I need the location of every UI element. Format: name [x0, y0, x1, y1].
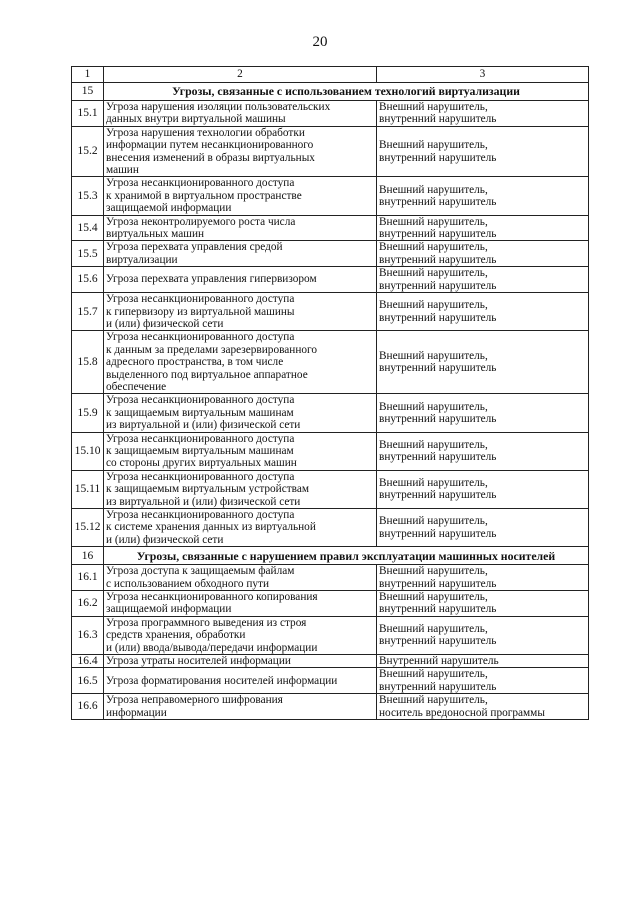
table-row	[72, 267, 589, 293]
description-line: из виртуальной и (или) физической сети	[106, 495, 301, 508]
table-row	[72, 565, 589, 591]
violator-line: внутренний нарушитель	[379, 489, 497, 502]
header-cell-2: 2	[104, 67, 377, 83]
violator-line: внутренний нарушитель	[379, 279, 497, 292]
violator-line: Внешний нарушитель,	[379, 299, 488, 312]
threat-number: 16.6	[72, 694, 104, 720]
description-line: адресного пространства, в том числе	[106, 356, 284, 369]
description-line: Угроза несанкционированного доступа	[106, 177, 295, 190]
description-line: к защищаемым виртуальным машинам	[106, 406, 294, 419]
header-cell-3: 3	[377, 67, 589, 83]
threat-number: 15.6	[72, 267, 104, 293]
table-row	[72, 591, 589, 617]
threat-description	[104, 565, 377, 591]
violator-line: Внешний нарушитель,	[379, 668, 488, 681]
violator-line: Внешний нарушитель,	[379, 241, 488, 254]
description-line: Угроза несанкционированного доступа	[106, 432, 295, 445]
threat-description	[104, 215, 377, 241]
description-line: виртуализации	[106, 253, 178, 266]
threat-description	[104, 694, 377, 720]
threat-number: 16.4	[72, 655, 104, 668]
description-line: и (или) физической сети	[106, 533, 224, 546]
section-number: 15	[72, 83, 104, 101]
threat-description	[104, 293, 377, 331]
description-line: Угроза доступа к защищаемым файлам	[106, 565, 295, 578]
description-line: к защищаемым виртуальным устройствам	[106, 483, 310, 496]
threat-violator	[377, 509, 589, 547]
description-line: машин	[106, 164, 139, 177]
description-line: к системе хранения данных из виртуальной	[106, 521, 316, 534]
threat-number: 16.1	[72, 565, 104, 591]
violator-line: внутренний нарушитель	[379, 362, 497, 375]
threat-violator	[377, 177, 589, 215]
threat-number: 15.4	[72, 215, 104, 241]
description-line: данных внутри виртуальной машины	[106, 113, 286, 126]
section-row	[72, 547, 589, 565]
table-row	[72, 509, 589, 547]
violator-line: Внешний нарушитель,	[379, 565, 488, 578]
description-line: обеспечение	[106, 380, 167, 393]
threat-number: 16.5	[72, 668, 104, 694]
threat-number: 15.10	[72, 432, 104, 470]
description-line: Угроза неправомерного шифрования	[106, 694, 283, 707]
violator-line: Внешний нарушитель,	[379, 623, 488, 636]
description-line: средств хранения, обработки	[106, 629, 246, 642]
violator-line: внутренний нарушитель	[379, 577, 497, 590]
threat-number: 15.11	[72, 470, 104, 508]
description-line: защищаемой информации	[106, 603, 232, 616]
section-row	[72, 83, 589, 101]
description-line: к защищаемым виртуальным машинам	[106, 444, 294, 457]
table-row	[72, 394, 589, 432]
threat-number: 15.9	[72, 394, 104, 432]
threat-description	[104, 101, 377, 127]
violator-line: Внешний нарушитель,	[379, 183, 488, 196]
description-line: Угроза нарушения технологии обработки	[106, 126, 305, 139]
threat-number: 15.3	[72, 177, 104, 215]
threat-violator	[377, 694, 589, 720]
table-body	[72, 67, 589, 720]
violator-line: внутренний нарушитель	[379, 451, 497, 464]
threat-description	[104, 655, 377, 668]
description-line: выделенного под виртуальное аппаратное	[106, 368, 308, 381]
violator-line: внутренний нарушитель	[379, 196, 497, 209]
threat-violator	[377, 668, 589, 694]
description-line: Угроза несанкционированного доступа	[106, 394, 295, 407]
description-line: Угроза несанкционированного доступа	[106, 293, 295, 306]
description-line: с использованием обходного пути	[106, 577, 270, 590]
section-number: 16	[72, 547, 104, 565]
description-line: Угроза несанкционированного доступа	[106, 509, 295, 521]
threat-violator	[377, 126, 589, 177]
violator-line: внутренний нарушитель	[379, 151, 497, 164]
description-line: Угроза нарушения изоляции пользовательских	[106, 101, 331, 113]
threat-description	[104, 432, 377, 470]
violator-line: внутренний нарушитель	[379, 228, 497, 241]
threat-violator	[377, 331, 589, 394]
table-row	[72, 293, 589, 331]
description-line: Угроза несанкционированного копирования	[106, 591, 318, 604]
threat-description	[104, 591, 377, 617]
threat-number: 15.5	[72, 241, 104, 267]
violator-line: внутренний нарушитель	[379, 113, 497, 126]
description-line: внесения изменений в образы виртуальных	[106, 151, 315, 164]
threat-violator	[377, 101, 589, 127]
description-line: информации	[106, 706, 167, 719]
violator-line: Внешний нарушитель,	[379, 515, 488, 528]
description-line: к хранимой в виртуальном пространстве	[106, 189, 302, 202]
violator-line: внутренний нарушитель	[379, 603, 497, 616]
violator-line: внутренний нарушитель	[379, 412, 497, 425]
violator-line: внутренний нарушитель	[379, 527, 497, 540]
threat-violator	[377, 394, 589, 432]
violator-line: Внешний нарушитель,	[379, 591, 488, 604]
description-line: информации путем несанкционированного	[106, 139, 314, 152]
description-line: защищаемой информации	[106, 202, 232, 215]
threat-number: 15.2	[72, 126, 104, 177]
table-row	[72, 331, 589, 394]
threat-violator	[377, 267, 589, 293]
section-title: Угрозы, связанные с использованием технологий виртуализации	[104, 83, 589, 101]
description-line: к гипервизору из виртуальной машины	[106, 305, 295, 318]
violator-line: Внешний нарушитель,	[379, 476, 488, 489]
table-row	[72, 655, 589, 668]
header-row	[72, 67, 589, 83]
description-line: Угроза несанкционированного доступа	[106, 331, 295, 344]
threat-description	[104, 177, 377, 215]
threat-violator	[377, 655, 589, 668]
threat-number: 16.2	[72, 591, 104, 617]
threat-violator	[377, 616, 589, 654]
threat-violator	[377, 241, 589, 267]
violator-line: внутренний нарушитель	[379, 253, 497, 266]
table-row	[72, 126, 589, 177]
violator-line: Внешний нарушитель,	[379, 215, 488, 228]
violator-line: Внешний нарушитель,	[379, 438, 488, 451]
threat-description	[104, 126, 377, 177]
threat-description	[104, 470, 377, 508]
threat-description	[104, 668, 377, 694]
threat-description	[104, 616, 377, 654]
table-row	[72, 241, 589, 267]
table-row	[72, 694, 589, 720]
violator-line: Внешний нарушитель,	[379, 400, 488, 413]
description-line: к данным за пределами зарезервированного	[106, 343, 318, 356]
threats-table	[71, 66, 589, 720]
threat-violator	[377, 565, 589, 591]
threat-number: 15.1	[72, 101, 104, 127]
violator-line: Внешний нарушитель,	[379, 349, 488, 362]
description-line: Угроза несанкционированного доступа	[106, 470, 295, 483]
table-row	[72, 470, 589, 508]
description-line: и (или) физической сети	[106, 317, 224, 330]
description-line: Угроза перехвата управления средой	[106, 241, 283, 254]
description-line: Угроза неконтролируемого роста числа	[106, 215, 296, 228]
description-line: и (или) ввода/вывода/передачи информации	[106, 641, 318, 654]
violator-line: внутренний нарушитель	[379, 680, 497, 693]
table-row	[72, 215, 589, 241]
threat-description	[104, 509, 377, 547]
violator-line: внутренний нарушитель	[379, 311, 497, 324]
table-row	[72, 432, 589, 470]
description-line: Угроза программного выведения из строя	[106, 616, 307, 629]
threat-violator	[377, 470, 589, 508]
description-line: Угроза форматирования носителей информации	[106, 674, 338, 687]
table-row	[72, 101, 589, 127]
threat-violator	[377, 215, 589, 241]
threat-description	[104, 267, 377, 293]
description-line: виртуальных машин	[106, 228, 205, 241]
violator-line: Внешний нарушитель,	[379, 694, 488, 707]
threat-description	[104, 331, 377, 394]
page-number: 20	[312, 34, 328, 50]
header-cell-1: 1	[72, 67, 104, 83]
violator-line: Внутренний нарушитель	[379, 655, 499, 668]
threat-number: 15.8	[72, 331, 104, 394]
violator-line: внутренний нарушитель	[379, 635, 497, 648]
description-line: Угроза утраты носителей информации	[106, 655, 291, 668]
threat-description	[104, 394, 377, 432]
threat-violator	[377, 432, 589, 470]
threat-number: 15.7	[72, 293, 104, 331]
table-row	[72, 668, 589, 694]
violator-line: Внешний нарушитель,	[379, 139, 488, 152]
threat-number: 15.12	[72, 509, 104, 547]
threat-violator	[377, 591, 589, 617]
table-row	[72, 177, 589, 215]
violator-line: Внешний нарушитель,	[379, 267, 488, 280]
description-line: из виртуальной и (или) физической сети	[106, 419, 301, 432]
threat-description	[104, 241, 377, 267]
violator-line: Внешний нарушитель,	[379, 101, 488, 113]
section-title: Угрозы, связанные с нарушением правил эксплуатации машинных носителей	[104, 547, 589, 565]
threat-number: 16.3	[72, 616, 104, 654]
threat-violator	[377, 293, 589, 331]
description-line: Угроза перехвата управления гипервизором	[106, 273, 317, 286]
violator-line: носитель вредоносной программы	[379, 706, 545, 719]
description-line: со стороны других виртуальных машин	[106, 457, 297, 470]
table-row	[72, 616, 589, 654]
